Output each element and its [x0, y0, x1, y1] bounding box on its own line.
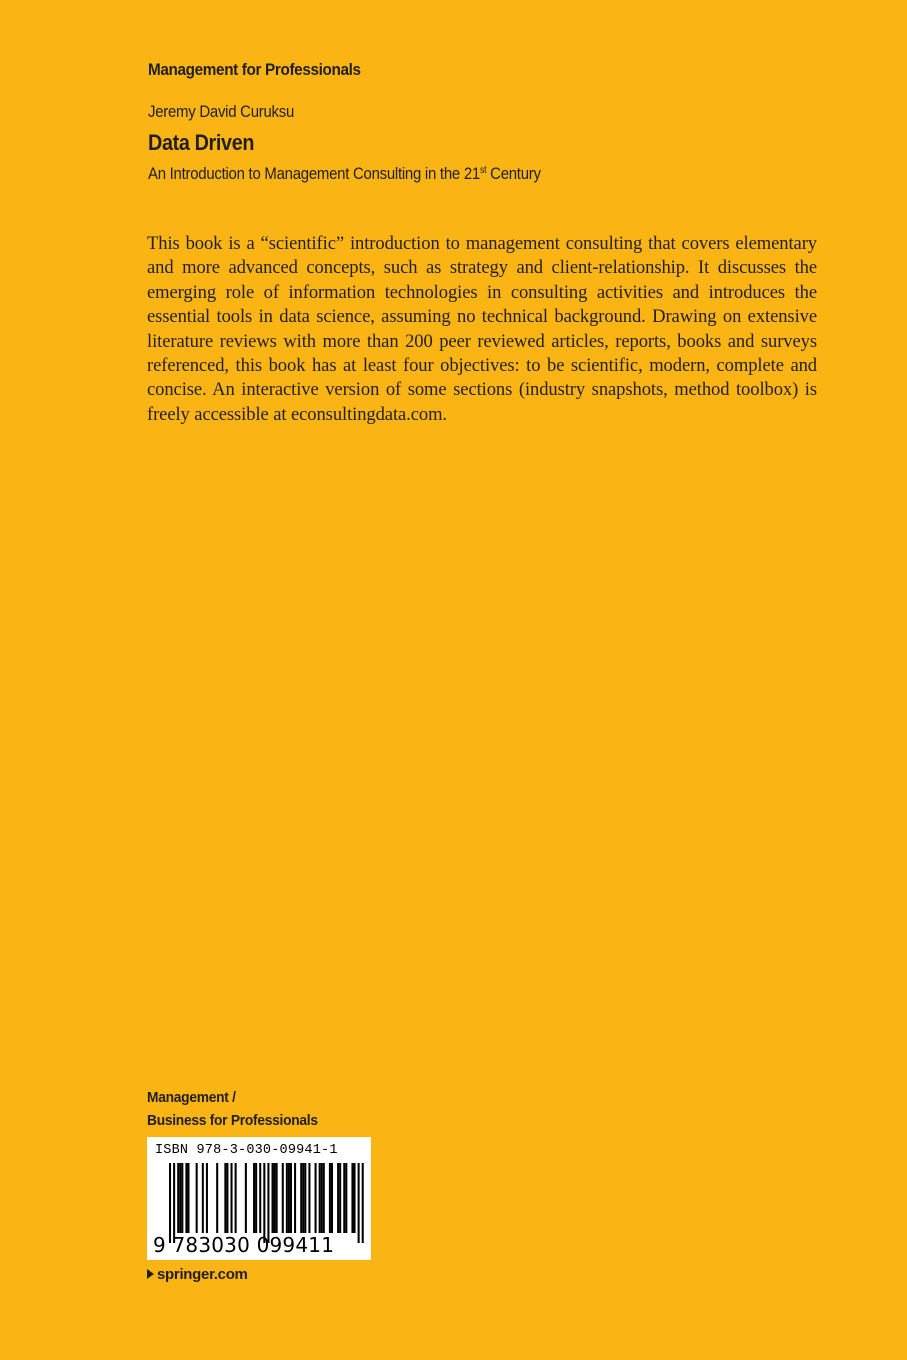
barcode-bar — [358, 1163, 360, 1243]
barcode-bar — [308, 1163, 310, 1233]
barcode-bar — [329, 1163, 331, 1233]
barcode-bar — [235, 1163, 237, 1233]
subtitle-text-end: Century — [486, 164, 541, 183]
book-description: This book is a “scientific” introduction to management consulting that covers elementary and more advanced concepts, such as strategy and client-relationship. It discusses the emerging role of information technologies in consulting activities and introduces the essential tools in data science, assuming no technical background. Drawing on extensive literature reviews with more than 200 peer reviewed articles, reports, books and surveys referenced, this book has at least four objectives: to be scientific, modern, complete and concise. An interactive version of some sections (industry snapshots, method toolbox) is freely accessible at econsultingdata.com. — [147, 233, 817, 425]
barcode-bar — [274, 1163, 276, 1233]
barcode-bar — [259, 1163, 261, 1233]
barcode-bar — [362, 1163, 364, 1243]
barcode-bar — [331, 1163, 333, 1233]
barcode-bar — [288, 1163, 290, 1233]
book-subtitle — [148, 164, 541, 184]
book-title: Data Driven — [148, 130, 255, 155]
barcode-bar — [339, 1163, 341, 1233]
barcode-bar — [337, 1163, 339, 1233]
barcode-bar — [231, 1163, 233, 1233]
barcode-box — [147, 1137, 371, 1260]
barcode-bar — [345, 1163, 347, 1233]
barcode-bar — [177, 1163, 179, 1233]
barcode-bar — [354, 1163, 356, 1233]
subtitle-text: An Introduction to Management Consulting in the 21 — [148, 164, 480, 183]
series-title: Management for Professionals — [148, 60, 361, 79]
barcode-bar — [315, 1163, 317, 1233]
barcode-bar — [173, 1163, 175, 1243]
barcode-bar — [302, 1163, 304, 1233]
barcode-bar — [304, 1163, 306, 1233]
author-name: Jeremy David Curuksu — [148, 102, 295, 121]
barcode-bar — [351, 1163, 353, 1233]
barcode-bar — [169, 1163, 171, 1243]
category-line-1: Management / — [147, 1089, 236, 1106]
barcode-bar — [263, 1163, 265, 1243]
barcode-bar — [253, 1163, 255, 1233]
barcode-bar — [202, 1163, 204, 1233]
barcode-bar — [226, 1163, 228, 1233]
barcode-bar — [196, 1163, 198, 1233]
barcode-bar — [179, 1163, 181, 1233]
publisher-link-text: springer.com — [157, 1266, 248, 1283]
barcode-bar — [216, 1163, 218, 1233]
barcode-bar — [206, 1163, 208, 1233]
barcode-bar — [181, 1163, 183, 1233]
barcode-bar — [294, 1163, 296, 1233]
barcode-bar — [272, 1163, 274, 1233]
publisher-link[interactable] — [147, 1266, 248, 1283]
barcode-bar — [286, 1163, 288, 1233]
barcode-bar — [323, 1163, 325, 1233]
arrow-right-icon — [147, 1269, 154, 1279]
barcode-bar — [187, 1163, 189, 1233]
barcode-bar — [343, 1163, 345, 1233]
category-line-2: Business for Professionals — [147, 1112, 318, 1129]
barcode-bar — [290, 1163, 292, 1233]
barcode-bar — [245, 1163, 247, 1233]
barcode-bar — [321, 1163, 323, 1233]
barcode-bar — [282, 1163, 284, 1233]
barcode-bar — [267, 1163, 269, 1243]
barcode-bar — [300, 1163, 302, 1233]
isbn-label: ISBN 978-3-030-09941-1 — [155, 1143, 338, 1158]
barcode-bar — [319, 1163, 321, 1233]
barcode-digits: 9 783030 099411 — [153, 1233, 335, 1257]
barcode-bar — [185, 1163, 187, 1233]
barcode-bar — [276, 1163, 278, 1233]
subtitle-superscript: st — [479, 165, 487, 176]
barcode-bar — [255, 1163, 257, 1233]
barcode-bar — [224, 1163, 226, 1233]
